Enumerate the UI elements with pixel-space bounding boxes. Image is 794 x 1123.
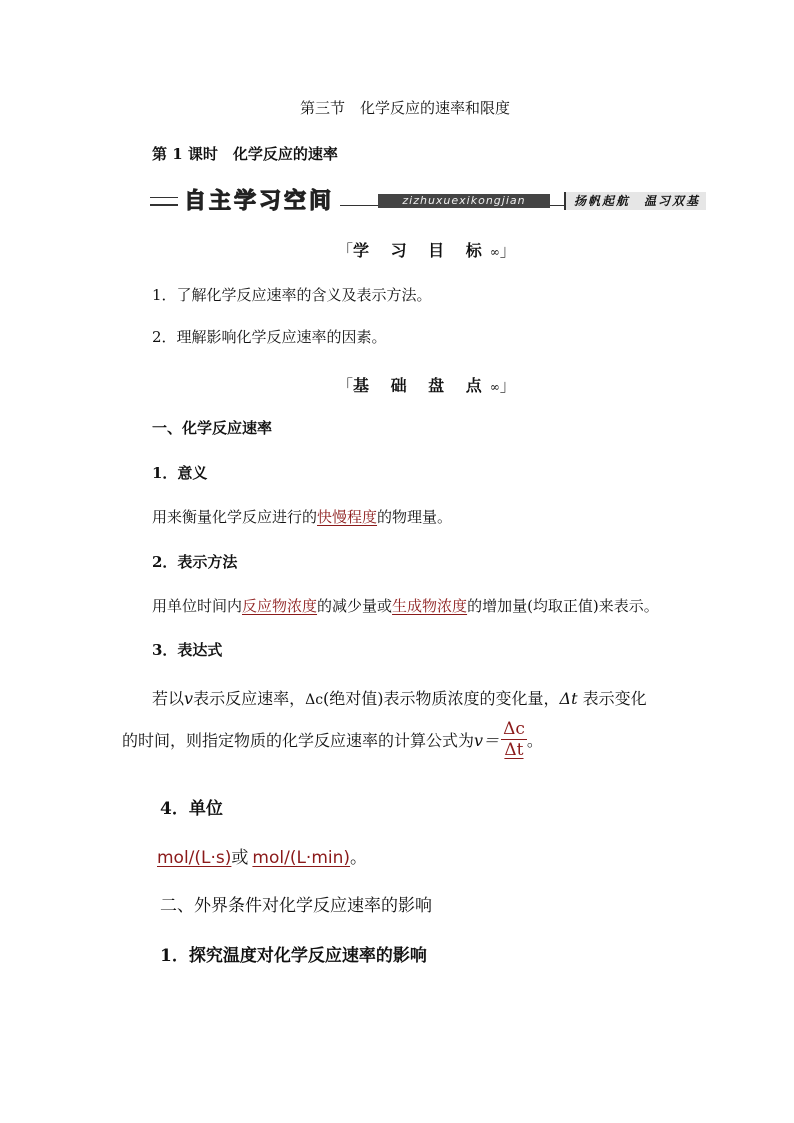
unit-heading: 4．单位 — [160, 799, 223, 819]
method-text-3: 的增加量(均取正值)来表示。 — [467, 597, 659, 615]
formula-fraction — [501, 719, 527, 760]
close-bracket-icon: 」 — [499, 376, 516, 395]
infinity-icon: ∞ — [489, 245, 500, 259]
basics-heading-text: 基 础 盘 点 — [353, 376, 490, 395]
objectives-heading — [337, 238, 516, 261]
method-text-2: 的减少量或 — [317, 597, 393, 615]
banner-motto: 扬帆起航 温习双基 — [564, 192, 706, 210]
meaning-answer: 快慢程度 — [317, 508, 378, 526]
unit-answer-2: mol/(L·min) — [252, 848, 351, 868]
formula-v: v＝ — [474, 731, 500, 750]
basics-heading — [337, 373, 516, 396]
part1-heading: 一、化学反应速率 — [152, 419, 273, 437]
delta-c: Δc — [305, 692, 324, 708]
part2-sub1: 1．探究温度对化学反应速率的影响 — [160, 946, 427, 966]
section-banner — [150, 190, 706, 214]
var-v: v — [184, 689, 194, 708]
expression-text: 表示反应速率， — [193, 689, 306, 708]
section-title: 第三节 化学反应的速率和限度 — [300, 99, 511, 117]
expression-text: 的时间，则指定物质的化学反应速率的计算公式为 — [122, 731, 475, 750]
objective-item: 2．理解影响化学反应速率的因素。 — [152, 328, 387, 346]
close-bracket-icon: 」 — [499, 241, 516, 260]
meaning-heading: 1．意义 — [152, 464, 208, 482]
meaning-text-before: 用来衡量化学反应进行的 — [152, 508, 318, 526]
expression-line-1 — [152, 686, 647, 709]
objective-item: 1．了解化学反应速率的含义及表示方法。 — [152, 286, 432, 304]
expression-text: 表示变化 — [577, 689, 647, 708]
delta-t: Δt — [559, 689, 578, 708]
banner-title: 自主学习空间 — [178, 190, 340, 214]
expression-line-2 — [122, 719, 543, 760]
objectives-heading-text: 学 习 目 标 — [353, 241, 490, 260]
method-heading: 2．表示方法 — [152, 553, 238, 571]
unit-answer-1: mol/(L·s) — [157, 848, 232, 868]
unit-end: 。 — [350, 848, 368, 868]
method-answer-2: 生成物浓度 — [392, 597, 468, 615]
unit-or: 或 — [231, 848, 249, 868]
infinity-icon: ∞ — [489, 380, 500, 394]
unit-text — [157, 843, 367, 868]
meaning-text — [152, 506, 452, 527]
expression-heading: 3．表达式 — [152, 641, 223, 659]
part2-heading: 二、外界条件对化学反应速率的影响 — [160, 896, 432, 916]
expression-text: (绝对值)表示物质浓度的变化量， — [323, 689, 560, 708]
fraction-denominator: Δt — [504, 740, 524, 760]
banner-lead-mark — [150, 197, 178, 205]
open-bracket-icon: 「 — [337, 241, 354, 260]
expression-text: 。 — [526, 731, 543, 750]
method-answer-1: 反应物浓度 — [242, 597, 318, 615]
meaning-text-after: 的物理量。 — [377, 508, 453, 526]
lesson-title: 第 1 课时 化学反应的速率 — [152, 145, 338, 163]
expression-text: 若以 — [152, 689, 185, 708]
banner-pinyin: zizhuxuexikongjian — [378, 194, 550, 208]
method-text — [152, 595, 659, 616]
fraction-numerator: Δc — [503, 719, 525, 739]
method-text-1: 用单位时间内 — [152, 597, 243, 615]
open-bracket-icon: 「 — [337, 376, 354, 395]
